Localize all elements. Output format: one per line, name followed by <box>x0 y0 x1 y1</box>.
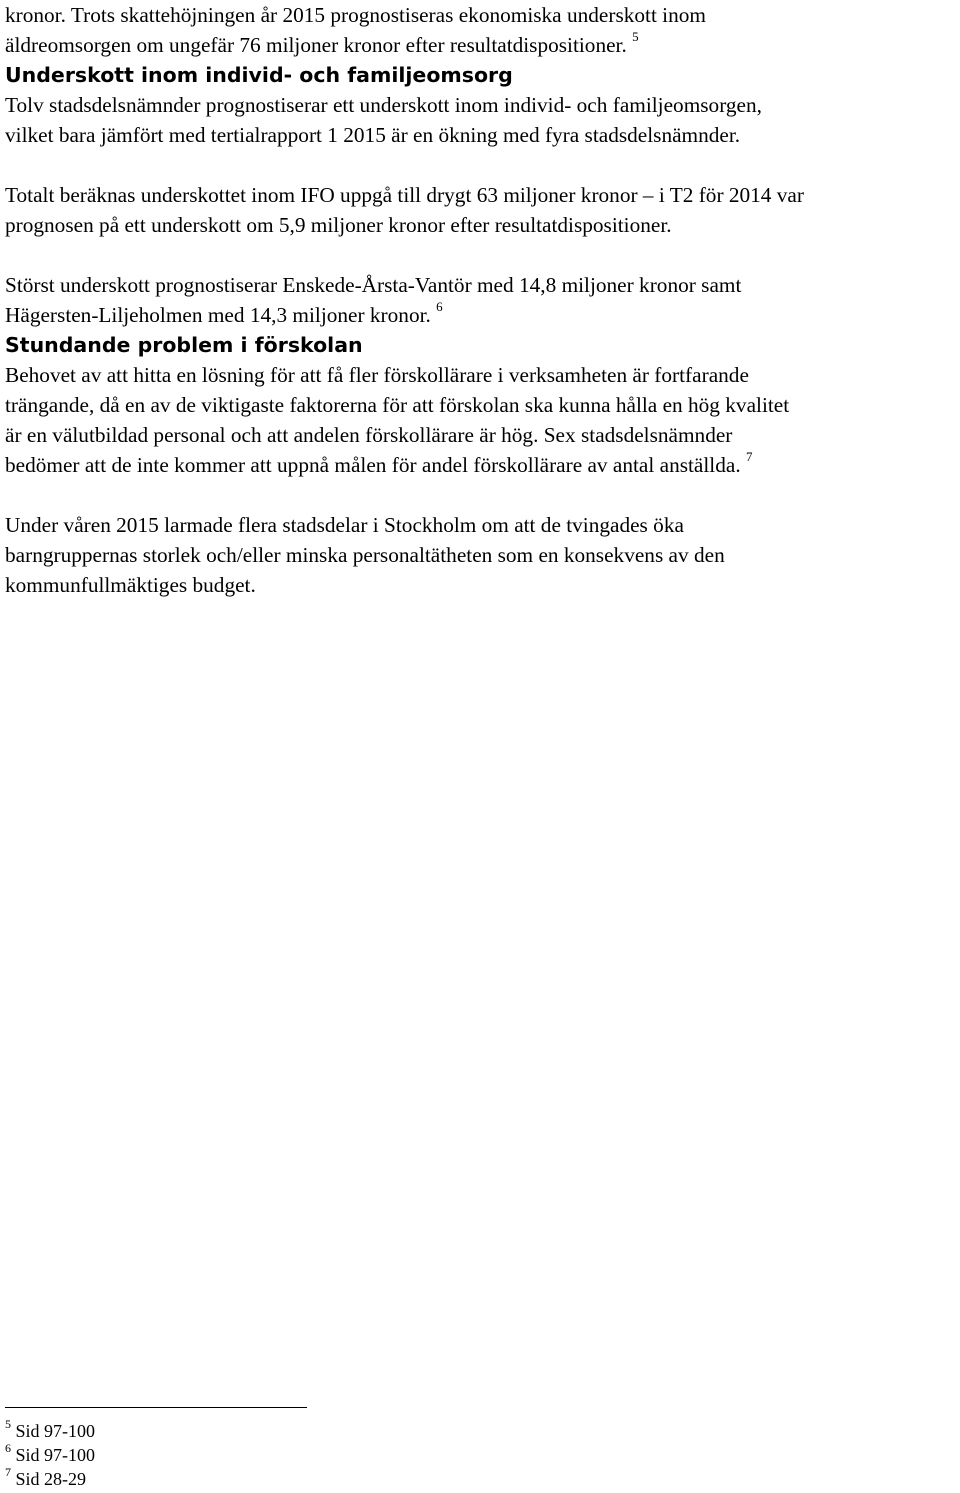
paragraph-gap <box>5 150 960 180</box>
document-page <box>5 0 960 600</box>
text-span: Hägersten-Liljeholmen med 14,3 miljoner kronor. <box>5 303 431 327</box>
footnote-number: 5 <box>5 1417 11 1431</box>
text-line: trängande, då en av de viktigaste faktorerna för att förskolan ska kunna hålla en hög kvalitet <box>5 393 790 417</box>
footnote-text: Sid 97-100 <box>15 1421 96 1441</box>
intro-paragraph <box>5 0 960 60</box>
text-line: kronor. Trots skattehöjningen år 2015 prognostiseras ekonomiska underskott inom <box>5 3 706 27</box>
section-heading-ifo: Underskott inom individ- och familjeomsorg <box>5 63 513 87</box>
text-line: barngruppernas storlek och/eller minska personaltätheten som en konsekvens av den <box>5 543 725 567</box>
ifo-paragraph-2 <box>5 180 960 240</box>
text-line: kommunfullmäktiges budget. <box>5 573 256 597</box>
footnote-divider <box>5 1407 307 1408</box>
footnote <box>5 1443 95 1467</box>
footnote-ref: 7 <box>745 448 753 464</box>
forskolan-paragraph-1 <box>5 360 960 480</box>
text-line: Tolv stadsdelsnämnder prognostiserar ett underskott inom individ- och familjeomsorgen, <box>5 93 762 117</box>
text-line <box>5 450 960 480</box>
text-span: äldreomsorgen om ungefär 76 miljoner kronor efter resultatdispositioner. <box>5 33 627 57</box>
footnote-ref: 6 <box>436 298 443 314</box>
text-line <box>5 300 960 330</box>
text-line: Totalt beräknas underskottet inom IFO uppgå till drygt 63 miljoner kronor – i T2 för 2014 var <box>5 183 804 207</box>
footnote-ref: 5 <box>632 28 639 44</box>
text-line <box>5 30 960 60</box>
section-heading-forskolan: Stundande problem i förskolan <box>5 333 363 357</box>
footnote-text: Sid 28-29 <box>15 1469 87 1489</box>
text-line: vilket bara jämfört med tertialrapport 1 2015 är en ökning med fyra stadsdelsnämnder. <box>5 123 741 147</box>
footnotes <box>5 1419 95 1491</box>
text-line: Behovet av att hitta en lösning för att få fler förskollärare i verksamheten är fortfarande <box>5 363 749 387</box>
paragraph-gap <box>5 240 960 270</box>
footnote <box>5 1419 95 1443</box>
text-span: bedömer att de inte kommer att uppnå målen för andel förskollärare av antal anställda. <box>5 453 741 477</box>
footnote-text: Sid 97-100 <box>15 1445 96 1465</box>
footnote-number: 7 <box>5 1465 11 1479</box>
text-line: Under våren 2015 larmade flera stadsdelar i Stockholm om att de tvingades öka <box>5 513 684 537</box>
ifo-paragraph-3 <box>5 270 960 330</box>
text-line: prognosen på ett underskott om 5,9 miljoner kronor efter resultatdispositioner. <box>5 213 672 237</box>
footnote-number: 6 <box>5 1441 11 1455</box>
forskolan-paragraph-2 <box>5 510 960 600</box>
text-line: är en välutbildad personal och att andelen förskollärare är hög. Sex stadsdelsnämnder <box>5 423 733 447</box>
paragraph-gap <box>5 480 960 510</box>
ifo-paragraph-1 <box>5 90 960 150</box>
text-line: Störst underskott prognostiserar Enskede-Årsta-Vantör med 14,8 miljoner kronor samt <box>5 273 742 297</box>
footnote <box>5 1467 95 1491</box>
